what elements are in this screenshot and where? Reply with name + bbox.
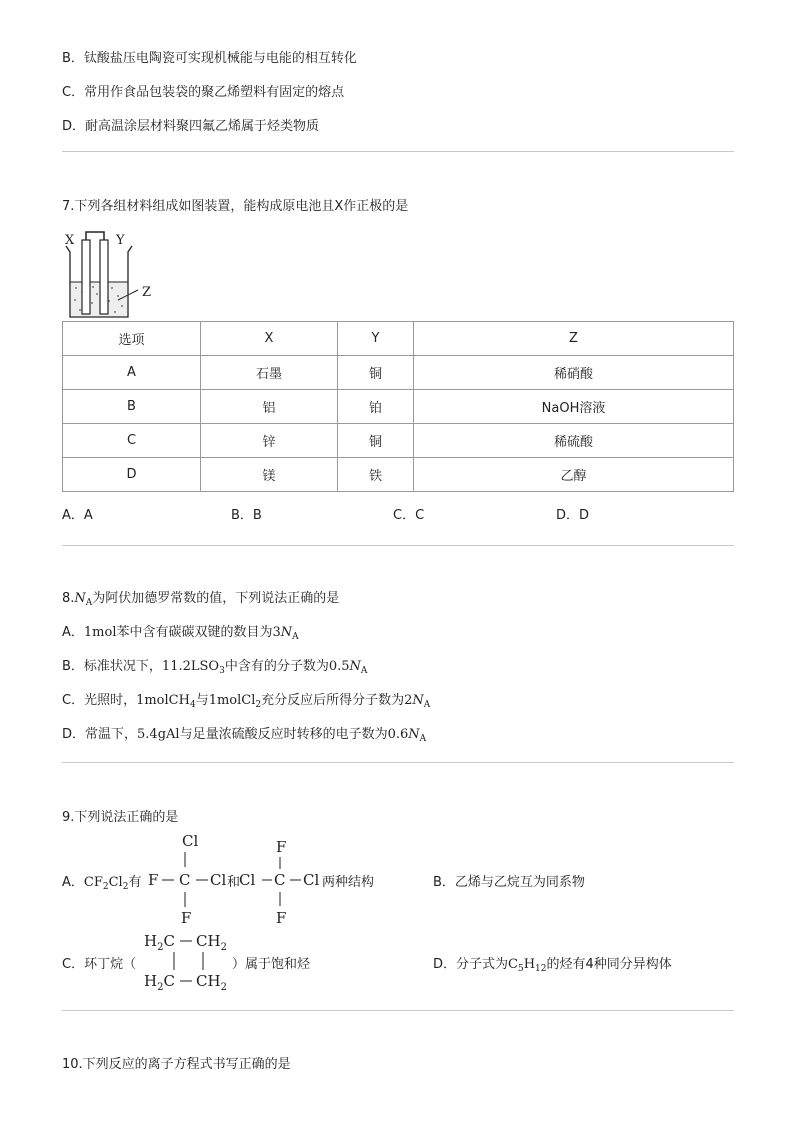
- option-text: 充分反应后所得分子数为: [261, 693, 405, 708]
- formula-subscript: 5: [517, 964, 524, 974]
- table-cell: 铝: [201, 390, 338, 424]
- formula: CF: [83, 875, 103, 890]
- q8-option-d: [62, 723, 426, 744]
- table-cell: C: [63, 424, 201, 458]
- divider: [62, 151, 734, 152]
- option-prefix: A．: [62, 875, 84, 890]
- q7-stem: 7.下列各组材料组成如图装置，能构成原电池且X作正极的是: [62, 199, 409, 214]
- formula: 0.5: [328, 659, 350, 674]
- q6-option-b: B．钛酸盐压电陶瓷可实现机械能与电能的相互转化: [62, 51, 357, 66]
- q8-number: 8.: [62, 591, 75, 606]
- q9-option-d: [433, 953, 672, 974]
- q8-option-b: [62, 655, 367, 676]
- divider: [62, 762, 734, 763]
- option-prefix: C．光照时，: [62, 693, 137, 708]
- table-cell: B: [63, 390, 201, 424]
- avogadro-subscript: A: [85, 598, 93, 608]
- formula-subscript: 3: [219, 666, 225, 676]
- divider: [62, 1010, 734, 1011]
- svg-text:H2C: [144, 972, 175, 993]
- atom-label: Cl: [303, 871, 320, 889]
- galvanic-cell-figure: [62, 226, 162, 321]
- formula-subscript: 2: [255, 700, 262, 710]
- atom-label: Cl: [210, 871, 227, 889]
- option-text: 的烃有4种同分异构体: [546, 957, 672, 972]
- ring-subscript: 2: [220, 982, 227, 993]
- formula-subscript: 12: [535, 964, 547, 974]
- formula: 11.2LSO: [161, 659, 220, 674]
- ring-subscript: 2: [157, 942, 164, 953]
- q10-stem: 10.下列反应的离子方程式书写正确的是: [62, 1057, 291, 1072]
- option-text: 与: [195, 693, 209, 708]
- figure-label-z: Z: [142, 285, 152, 300]
- avogadro-symbol: N: [280, 625, 293, 640]
- formula: 1molCl: [208, 693, 256, 708]
- table-cell: 铁: [338, 458, 414, 492]
- table-cell: 乙醇: [414, 458, 734, 492]
- formula: C: [508, 957, 518, 972]
- formula: 0.6: [387, 727, 409, 742]
- table-cell: 石墨: [201, 356, 338, 390]
- formula: 2: [404, 693, 413, 708]
- table-cell: 镁: [201, 458, 338, 492]
- q9-option-b: B．乙烯与乙烷互为同系物: [433, 875, 585, 890]
- formula: 1molCH: [136, 693, 190, 708]
- table-cell: D: [63, 458, 201, 492]
- table-header-cell: 选项: [63, 322, 201, 356]
- atom-label: F: [181, 909, 192, 927]
- avogadro-symbol: N: [408, 727, 420, 742]
- q7-answer-d: D．D: [556, 508, 590, 523]
- q9-stem: 9.下列说法正确的是: [62, 810, 179, 825]
- table-header-cell: X: [201, 322, 338, 356]
- atom-label: F: [148, 871, 159, 889]
- figure-label-y: Y: [116, 233, 125, 248]
- option-text: 中含有的分子数为: [224, 659, 329, 674]
- atom-label: C: [179, 871, 191, 889]
- figure-label-x: X: [65, 233, 75, 248]
- atom-label: C: [274, 871, 286, 889]
- q9-option-a-suffix: 两种结构: [322, 875, 375, 890]
- formula: 1mol: [83, 625, 117, 640]
- formula-subscript: 4: [189, 700, 196, 710]
- formula: H: [523, 957, 536, 972]
- table-cell: 锌: [201, 424, 338, 458]
- q6-option-c: C．常用作食品包装袋的聚乙烯塑料有固定的熔点: [62, 85, 345, 100]
- q9-option-c-prefix: C．环丁烷（: [62, 957, 137, 972]
- option-prefix: D．常温下，: [62, 727, 138, 742]
- q7-answer-c: C．C: [393, 508, 425, 523]
- avogadro-symbol: N: [74, 591, 86, 606]
- table-cell: A: [63, 356, 201, 390]
- atom-label: F: [276, 909, 287, 927]
- q9-option-c-suffix: ）属于饱和烃: [232, 957, 311, 972]
- formula: Cl: [108, 875, 123, 890]
- q7-options-table: [62, 321, 734, 492]
- svg-text:CH2: [196, 932, 227, 953]
- avogadro-subscript: A: [423, 700, 431, 710]
- formula-subscript: 2: [102, 882, 109, 892]
- option-prefix: A．: [62, 625, 84, 640]
- table-header-cell: Z: [414, 322, 734, 356]
- formula: 5.4gAl: [137, 727, 180, 742]
- table-cell: 铜: [338, 424, 414, 458]
- q6-option-d: D．耐高温涂层材料聚四氟乙烯属于烃类物质: [62, 119, 320, 134]
- table-row: [63, 356, 734, 390]
- table-cell: 铜: [338, 356, 414, 390]
- structure-formula-2: [239, 830, 325, 930]
- avogadro-symbol: N: [412, 693, 424, 708]
- cyclobutane-structure: [142, 926, 238, 996]
- q8-stem: [62, 587, 339, 608]
- ring-atom: H: [144, 932, 158, 950]
- formula-subscript: 2: [122, 882, 129, 892]
- ring-atom: CH: [196, 932, 221, 950]
- svg-text:CH2: [196, 972, 227, 993]
- table-cell: NaOH溶液: [414, 390, 734, 424]
- q7-answer-a: A．A: [62, 508, 93, 523]
- option-prefix: D．分子式为: [433, 957, 509, 972]
- table-header-cell: Y: [338, 322, 414, 356]
- ring-atom: C: [163, 972, 175, 990]
- table-cell: 稀硝酸: [414, 356, 734, 390]
- atom-label: Cl: [182, 832, 199, 850]
- table-cell: 铂: [338, 390, 414, 424]
- option-text: 有: [128, 875, 142, 890]
- option-text: 苯中含有碳碳双键的数目为: [116, 625, 273, 640]
- q9-option-a-and: 和: [227, 875, 241, 890]
- table-cell: 稀硫酸: [414, 424, 734, 458]
- table-row: [63, 458, 734, 492]
- ring-atom: H: [144, 972, 158, 990]
- formula: 3: [272, 625, 281, 640]
- q8-option-a: [62, 621, 299, 642]
- ring-subscript: 2: [157, 982, 164, 993]
- ring-atom: CH: [196, 972, 221, 990]
- svg-text:H2C: [144, 932, 175, 953]
- q7-answer-b: B．B: [231, 508, 262, 523]
- table-row: [63, 390, 734, 424]
- ring-atom: C: [163, 932, 175, 950]
- divider: [62, 545, 734, 546]
- atom-label: F: [276, 838, 287, 856]
- q9-option-a-prefix: [62, 871, 141, 892]
- atom-label: Cl: [239, 871, 256, 889]
- table-header-row: [63, 322, 734, 356]
- avogadro-subscript: A: [292, 632, 299, 642]
- q8-option-c: [62, 689, 430, 710]
- option-prefix: B．标准状况下，: [62, 659, 162, 674]
- q8-stem-text: 为阿伏加德罗常数的值，下列说法正确的是: [92, 591, 340, 606]
- option-text: 与足量浓硫酸反应时转移的电子数为: [179, 727, 388, 742]
- avogadro-symbol: N: [349, 659, 361, 674]
- ring-subscript: 2: [220, 942, 227, 953]
- table-row: [63, 424, 734, 458]
- avogadro-subscript: A: [360, 666, 368, 676]
- avogadro-subscript: A: [419, 734, 427, 744]
